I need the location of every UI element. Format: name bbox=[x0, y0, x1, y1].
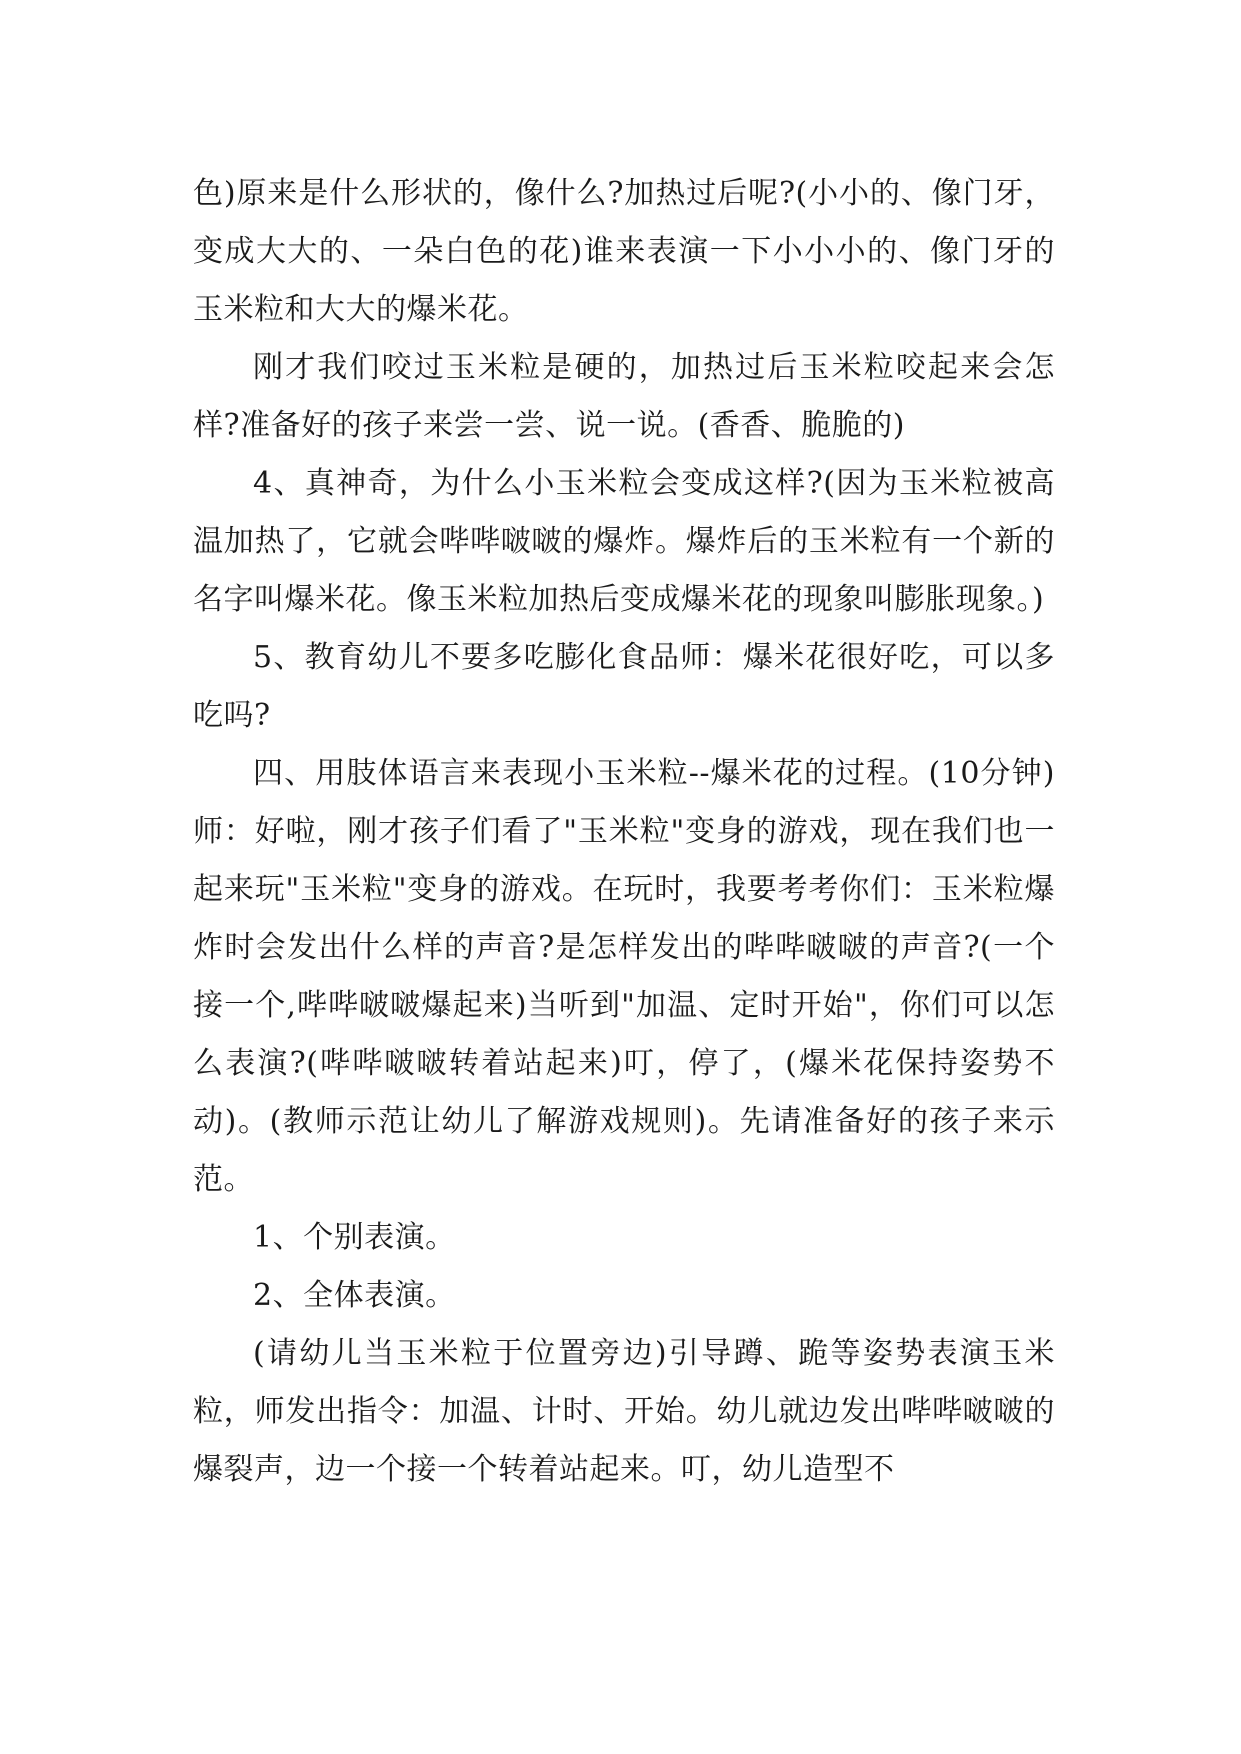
paragraph-corn-hardness: 刚才我们咬过玉米粒是硬的，加热过后玉米粒咬起来会怎样?准备好的孩子来尝一尝、说一说。(香香、脆脆的) bbox=[193, 350, 1055, 443]
paragraph-group-performance: 2、全体表演。 bbox=[253, 1278, 456, 1313]
paragraph-section-4: 四、用肢体语言来表现小玉米粒--爆米花的过程。(10分钟)师：好啦，刚才孩子们看了"玉米粒"变身的游戏，现在我们也一起来玩"玉米粒"变身的游戏。在玩时，我要考考你们：玉米粒爆炸时会发出什么样的声音?是怎样发出的哔哔啵啵的声音?(一个接一个,哔哔啵啵爆起来)当听到"加温、定时开始"，你们可以怎么表演?(哔哔啵啵转着站起来)叮，停了，(爆米花保持姿势不动)。(教师示范让幼儿了解游戏规则)。先请准备好的孩子来示范。 bbox=[193, 756, 1055, 1197]
paragraph-game-instructions: (请幼儿当玉米粒于位置旁边)引导蹲、跪等姿势表演玉米粒，师发出指令：加温、计时、开始。幼儿就边发出哔哔啵啵的爆裂声，边一个接一个转着站起来。叮，幼儿造型不 bbox=[193, 1336, 1055, 1487]
paragraph-item-5: 5、教育幼儿不要多吃膨化食品师：爆米花很好吃，可以多吃吗? bbox=[193, 640, 1055, 733]
paragraph-item-4: 4、真神奇，为什么小玉米粒会变成这样?(因为玉米粒被高温加热了，它就会哔哔啵啵的爆炸。爆炸后的玉米粒有一个新的名字叫爆米花。像玉米粒加热后变成爆米花的现象叫膨胀现象。) bbox=[193, 466, 1055, 617]
document-body bbox=[193, 165, 1055, 1499]
paragraph-continuation: 色)原来是什么形状的，像什么?加热过后呢?(小小的、像门牙，变成大大的、一朵白色的花)谁来表演一下小小小的、像门牙的玉米粒和大大的爆米花。 bbox=[193, 176, 1055, 327]
paragraph-individual-performance: 1、个别表演。 bbox=[253, 1220, 456, 1255]
